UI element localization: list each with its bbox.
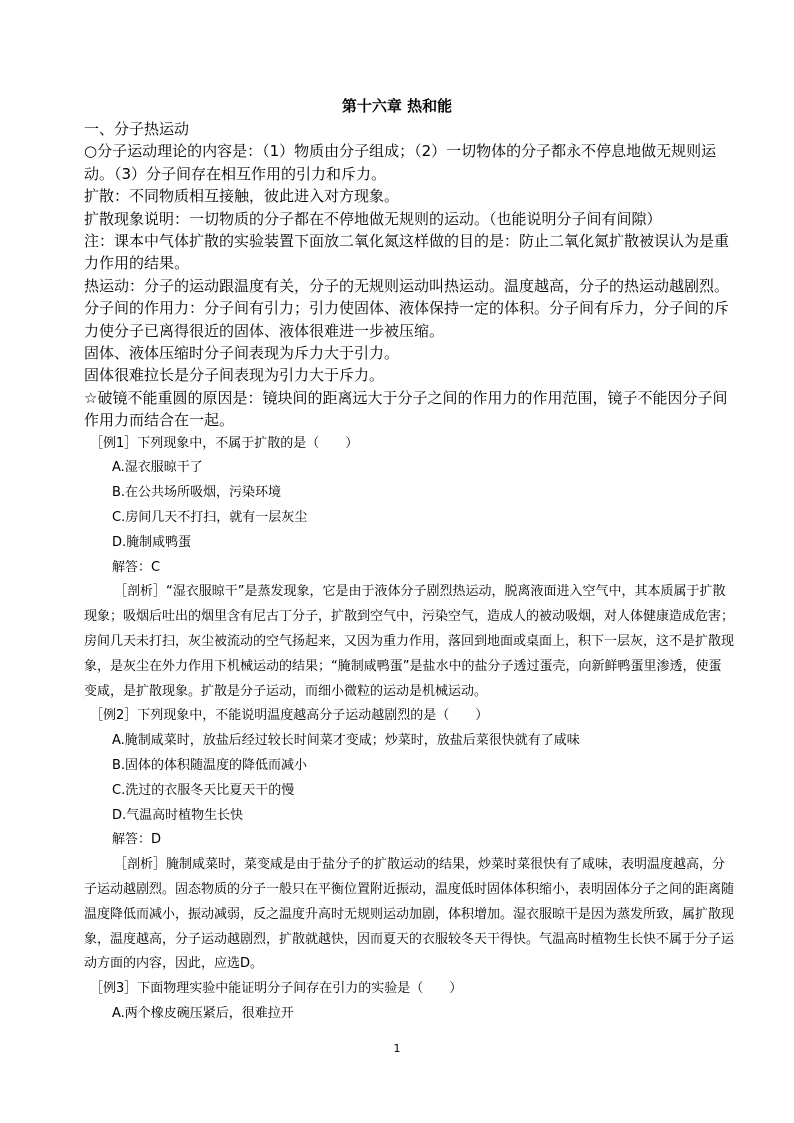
example-option: C.房间几天不打扫，就有一层灰尘 [112, 510, 308, 526]
example-question: ［例1］下列现象中，不属于扩散的是（ ） [90, 435, 359, 451]
paragraph: 扩散现象说明：一切物质的分子都在不停地做无规则的运动。（也能说明分子间有间隙） [84, 209, 662, 228]
example-question: ［例3］下面物理实验中能证明分子间存在引力的实验是（ ） [90, 981, 463, 997]
page-number: 1 [393, 1042, 401, 1055]
example-option: B.固体的体积随温度的降低而减小 [112, 758, 308, 774]
paragraph: ○分子运动理论的内容是：（1）物质由分子组成；（2）一切物体的分子都永不停息地做无规则运动。（3）分子间存在相互作用的引力和斥力。 [84, 142, 717, 183]
example-analysis: ［剖析］腌制咸菜时，菜变咸是由于盐分子的扩散运动的结果，炒菜时菜很快有了咸味，表明温度越高，分子运动越剧烈。固态物质的分子一般只在平衡位置附近振动，温度低时固体体积缩小，表明固体分子之间的距离随温度降低而减小，振动减弱，反之温度升高时无规则运动加剧，体积增加。湿衣服晾干是因为蒸发所致，属扩散现象，温度越高，分子运动越剧烈，扩散就越快，因而夏天的衣服较冬天干得快。气温高时植物生长快不属于分子运动方面的内容，因此，应选D。 [84, 857, 735, 972]
paragraph: 固体、液体压缩时分子间表现为斥力大于引力。 [84, 344, 400, 363]
example-option: B.在公共场所吸烟，污染环境 [112, 485, 282, 501]
paragraph: 固体很难拉长是分子间表现为引力大于斥力。 [84, 366, 385, 385]
example-answer: 解答：D [112, 832, 162, 848]
paragraph: 注：课本中气体扩散的实验装置下面放二氧化氮这样做的目的是：防止二氧化氮扩散被误认为是重力作用的结果。 [84, 232, 730, 273]
example-option: C.洗过的衣服冬天比夏天干的慢 [112, 782, 295, 798]
example-analysis: ［剖析］“湿衣服晾干”是蒸发现象，它是由于液体分子剧烈热运动，脱离液面进入空气中，其本质属于扩散现象；吸烟后吐出的烟里含有尼古丁分子，扩散到空气中，污染空气，造成人的被动吸烟，对人体健康造成危害；房间几天未打扫，灰尘被流动的空气扬起来，又因为重力作用，落回到地面或桌面上，积下一层灰，这不是扩散现象，是灰尘在外力作用下机械运动的结果；“腌制咸鸭蛋”是盐水中的盐分子透过蛋壳，向新鲜鸭蛋里渗透，使蛋变咸，是扩散现象。扩散是分子运动，而细小微粒的运动是机械运动。 [84, 584, 735, 699]
paragraph: ☆破镜不能重圆的原因是：镜块间的距离远大于分子之间的作用力的作用范围，镜子不能因分子间作用力而结合在一起。 [84, 388, 728, 430]
example-answer: 解答：C [112, 559, 161, 575]
paragraph: 热运动：分子的运动跟温度有关，分子的无规则运动叫热运动。温度越高，分子的热运动越剧烈。 [84, 276, 730, 295]
example-option: D.气温高时植物生长快 [112, 807, 244, 823]
example-option: A.腌制咸菜时，放盐后经过较长时间菜才变咸；炒菜时，放盐后菜很快就有了咸味 [112, 733, 580, 749]
example-option: D.腌制咸鸭蛋 [112, 534, 192, 550]
example-option: A.两个橡皮碗压紧后，很难拉开 [112, 1006, 294, 1022]
example-option: A.湿衣服晾干了 [112, 460, 203, 476]
paragraph: 扩散：不同物质相互接触，彼此进入对方现象。 [84, 187, 400, 206]
section-heading: 一、分子热运动 [84, 120, 190, 138]
example-question: ［例2］下列现象中，不能说明温度越高分子运动越剧烈的是（ ） [90, 708, 489, 724]
document-body [84, 118, 734, 1027]
paragraph: 分子间的作用力：分子间有引力；引力使固体、液体保持一定的体积。分子间有斥力，分子间的斥力使分子已离得很近的固体、液体很难进一步被压缩。 [84, 299, 730, 340]
chapter-title: 第十六章 热和能 [341, 97, 453, 115]
